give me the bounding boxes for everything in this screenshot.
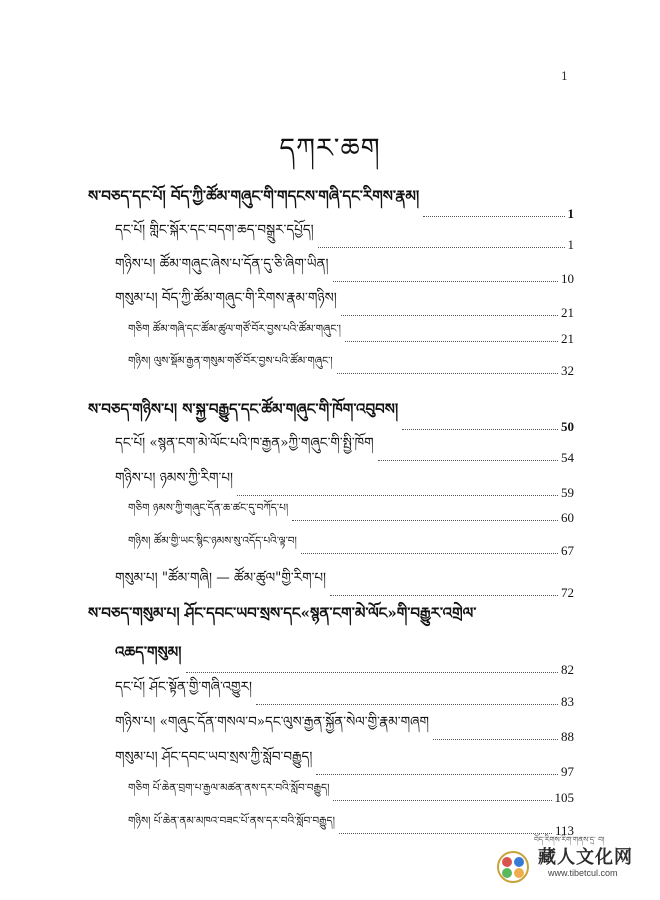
toc-entry-label: གཅིག ཉམས་ཀྱི་གཞུང་དོན་ཆ་ཚང་དུ་བཀོད་པ། — [128, 502, 289, 514]
toc-entry-page: 50 — [561, 419, 574, 434]
toc-entry[interactable] — [115, 215, 574, 253]
page-number: 1 — [561, 70, 568, 83]
toc-dot-leader — [378, 460, 558, 461]
logo-emblem-icon — [496, 850, 530, 884]
toc-entry-page: 88 — [561, 729, 574, 744]
toc-entry-label: གཅིག ཚོམ་གཞི་དང་ཚོམ་ཚུལ་གཙོ་བོར་བྱས་པའི་ཚོམ་གཞུང་། — [128, 323, 342, 335]
toc-dot-leader — [316, 774, 558, 775]
toc-dot-leader — [292, 520, 558, 521]
toc-entry[interactable] — [115, 563, 574, 601]
toc-entry-page: 59 — [561, 485, 574, 500]
toc-entry-label: གཉིས། པོ་ཆེན་ནམ་མཁའ་བཟང་པོ་ནས་དར་བའི་སློབ་བརྒྱུད། — [128, 815, 335, 827]
toc-dot-leader — [318, 247, 565, 248]
toc-entry[interactable] — [115, 283, 574, 321]
toc-entry-page: 97 — [561, 764, 574, 779]
logo-tibetan-text: བོད་རིགས་རིག་གནས་དྲ་ བ། — [534, 835, 605, 844]
toc-entry-label: གཉིས་པ། ཚོམ་གཞུང་ཞེས་པ་དོན་དུ་ཅི་ཞིག་ཡིན། — [115, 256, 329, 272]
toc-dot-leader — [330, 595, 558, 596]
toc-entry-page: 60 — [561, 510, 574, 525]
toc-entry-label: ས་བཅད་གསུམ་པ། ཤོང་དབང་ཡབ་སྲས་དང«སྙན་ངག་མེ་ལོང»གི་བརྒྱུར་འགྲེལ་ — [88, 604, 477, 622]
toc-entry[interactable] — [128, 530, 574, 559]
logo-url: www.tibetcul.com — [548, 868, 618, 878]
toc-entry[interactable] — [115, 672, 574, 710]
toc-entry-page: 1 — [567, 206, 574, 221]
toc-entry[interactable] — [88, 597, 574, 639]
page-title: དཀར་ཆག — [279, 133, 381, 164]
toc-entry-page: 72 — [561, 585, 574, 600]
toc-entry-page: 32 — [561, 363, 574, 378]
toc-entry-label: གཉིས་པ། ཉམས་ཀྱི་རིག་པ། — [115, 470, 234, 486]
toc-entry[interactable] — [115, 428, 574, 466]
toc-entry-page: 21 — [561, 331, 574, 346]
toc-dot-leader — [337, 373, 558, 374]
toc-entry-label: ས་བཅད་དང་པོ། བོད་ཀྱི་ཚོམ་གཞུང་གི་གདངས་གཞི་དང་རིགས་རྣམ། — [88, 187, 420, 205]
toc-entry-label: གསུམ་པ། ཤོང་དབང་ཡབ་སྲས་ཀྱི་སློབ་བརྒྱུད། — [115, 749, 313, 765]
toc-entry-label: དང་པོ། «སྙན་ངག་མེ་ལོང་པའི་ཁ་རྒྱན»ཀྱི་གཞུང་གི་སྤྱི་ཁོག — [115, 435, 374, 451]
toc-dot-leader — [333, 800, 551, 801]
toc-entry-page: 1 — [567, 237, 574, 252]
toc-entry-label: གསུམ་པ། བོད་ཀྱི་ཚོམ་གཞུང་གི་རིགས་རྣམ་གཉིས། — [115, 290, 337, 306]
toc-entry-page: 67 — [561, 543, 574, 558]
toc-dot-leader — [333, 281, 558, 282]
toc-entry-label: འཆད་གསུམ། — [115, 643, 182, 661]
toc-entry-label: དང་པོ། ཤོང་སྟོན་གྱི་གཞི་འགྱུར། — [115, 679, 252, 695]
toc-entry-label: གཉིས། ལུས་སྡོམ་རྒྱན་གསུམ་གཙོ་བོར་བྱས་པའི་ཚོམ་གཞུང་། — [128, 355, 333, 367]
toc-entry-page: 54 — [561, 450, 574, 465]
toc-dot-leader — [237, 495, 558, 496]
toc-entry[interactable] — [128, 497, 574, 526]
toc-entry[interactable] — [128, 350, 574, 379]
toc-dot-leader — [301, 553, 558, 554]
toc-dot-leader — [433, 739, 558, 740]
toc-dot-leader — [345, 341, 558, 342]
toc-entry-page: 105 — [554, 790, 574, 805]
toc-entry[interactable] — [128, 318, 574, 347]
toc-entry[interactable] — [115, 463, 574, 501]
toc-entry-page: 21 — [561, 305, 574, 320]
toc-entry-label: གསུམ་པ། "ཚོམ་གཞི། — ཚོམ་ཚུལ"གྱི་རིག་པ། — [115, 570, 327, 586]
toc-entry-label: གཅིག པོ་ཆེན་བྲག་པ་རྒྱལ་མཚན་ནས་དར་བའི་སློབ་བརྒྱུད། — [128, 782, 330, 794]
toc-dot-leader — [256, 704, 558, 705]
toc-entry[interactable] — [128, 777, 574, 806]
toc-entry-label: གཉིས་པ། «གཞུང་དོན་གསལ་བ»དང་ལུས་རྒྱན་སྐྱོན་སེལ་གྱི་རྣམ་གཞག — [115, 714, 430, 730]
toc-entry-label: གཉིས། ཚོམ་གྱི་ཡང་སྙིང་ཉམས་སུ་འདོད་པའི་ལྟ་བ། — [128, 535, 297, 547]
toc-entry[interactable] — [115, 249, 574, 287]
toc-entry[interactable] — [115, 742, 574, 780]
toc-entry-label: ས་བཅད་གཉིས་པ། ས་སྐྱ་བརྒྱུད་དང་ཚོམ་གཞུང་གི་ཁོག་འབུབས། — [88, 400, 399, 418]
toc-entry-page: 113 — [554, 823, 574, 838]
logo-chinese-text: 藏人文化网 — [538, 847, 633, 868]
toc-entry-page: 10 — [561, 271, 574, 286]
watermark-logo — [490, 832, 640, 892]
toc-entry-page: 82 — [561, 662, 574, 677]
toc-entry[interactable] — [115, 707, 574, 745]
toc-entry-page: 83 — [561, 694, 574, 709]
toc-entry-label: དང་པོ། གླིང་སྐོར་དང་བདག་ཆད་བསྒྲུར་དཔྱོད། — [115, 222, 314, 238]
toc-dot-leader — [341, 315, 558, 316]
